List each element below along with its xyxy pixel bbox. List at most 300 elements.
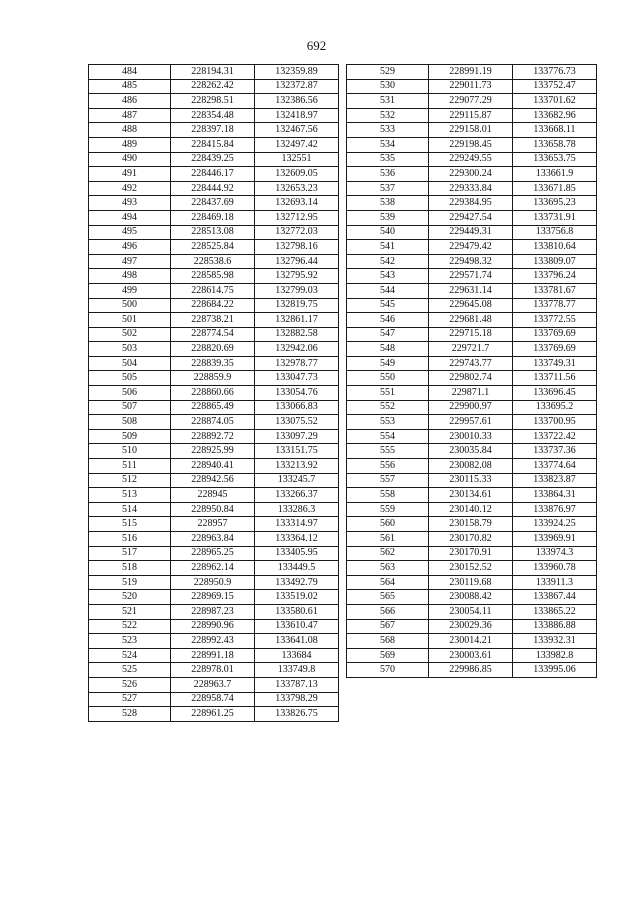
point-number-cell: 514 [89, 502, 171, 517]
x-coordinate-cell: 229077.29 [429, 94, 513, 109]
point-number-cell: 518 [89, 561, 171, 576]
point-number-cell: 561 [347, 532, 429, 547]
y-coordinate-cell: 133752.47 [513, 79, 597, 94]
y-coordinate-cell: 132693.14 [255, 196, 339, 211]
table-row [347, 400, 597, 415]
point-number-cell: 507 [89, 400, 171, 415]
table-row [347, 604, 597, 619]
table-row [89, 648, 339, 663]
x-coordinate-cell: 230119.68 [429, 575, 513, 590]
y-coordinate-cell: 133075.52 [255, 415, 339, 430]
page-number: 692 [306, 38, 327, 53]
table-row [347, 415, 597, 430]
y-coordinate-cell: 133213.92 [255, 459, 339, 474]
y-coordinate-cell: 133722.42 [513, 429, 597, 444]
point-number-cell: 559 [347, 502, 429, 517]
y-coordinate-cell: 133731.91 [513, 210, 597, 225]
x-coordinate-cell: 230134.61 [429, 488, 513, 503]
y-coordinate-cell: 133876.97 [513, 502, 597, 517]
y-coordinate-cell: 133580.61 [255, 604, 339, 619]
x-coordinate-cell: 229871.1 [429, 386, 513, 401]
point-number-cell: 566 [347, 604, 429, 619]
point-number-cell: 492 [89, 181, 171, 196]
y-coordinate-cell: 133449.5 [255, 561, 339, 576]
y-coordinate-cell: 133769.69 [513, 327, 597, 342]
x-coordinate-cell: 228262.42 [171, 79, 255, 94]
x-coordinate-cell: 228859.9 [171, 371, 255, 386]
y-coordinate-cell: 133658.78 [513, 137, 597, 152]
y-coordinate-cell: 133787.13 [255, 677, 339, 692]
point-number-cell: 567 [347, 619, 429, 634]
x-coordinate-cell: 228969.15 [171, 590, 255, 605]
point-number-cell: 542 [347, 254, 429, 269]
y-coordinate-cell: 133641.08 [255, 634, 339, 649]
table-row [347, 327, 597, 342]
y-coordinate-cell: 133711.56 [513, 371, 597, 386]
y-coordinate-cell: 133405.95 [255, 546, 339, 561]
y-coordinate-cell: 133749.31 [513, 356, 597, 371]
x-coordinate-cell: 228958.74 [171, 692, 255, 707]
y-coordinate-cell: 132882.58 [255, 327, 339, 342]
point-number-cell: 506 [89, 386, 171, 401]
point-number-cell: 498 [89, 269, 171, 284]
point-number-cell: 549 [347, 356, 429, 371]
x-coordinate-cell: 228963.84 [171, 532, 255, 547]
point-number-cell: 552 [347, 400, 429, 415]
y-coordinate-cell: 133047.73 [255, 371, 339, 386]
y-coordinate-cell: 132386.56 [255, 94, 339, 109]
point-number-cell: 535 [347, 152, 429, 167]
table-row [89, 94, 339, 109]
x-coordinate-cell: 229986.85 [429, 663, 513, 678]
y-coordinate-cell: 132942.06 [255, 342, 339, 357]
point-number-cell: 533 [347, 123, 429, 138]
point-number-cell: 490 [89, 152, 171, 167]
point-number-cell: 547 [347, 327, 429, 342]
point-number-cell: 500 [89, 298, 171, 313]
point-number-cell: 532 [347, 108, 429, 123]
x-coordinate-cell: 228397.18 [171, 123, 255, 138]
table-row [347, 590, 597, 605]
table-row [347, 473, 597, 488]
x-coordinate-cell: 230170.82 [429, 532, 513, 547]
y-coordinate-cell: 133982.8 [513, 648, 597, 663]
table-row [347, 459, 597, 474]
x-coordinate-cell: 228525.84 [171, 240, 255, 255]
point-number-cell: 486 [89, 94, 171, 109]
x-coordinate-cell: 228865.49 [171, 400, 255, 415]
x-coordinate-cell: 228513.08 [171, 225, 255, 240]
y-coordinate-cell: 133974.3 [513, 546, 597, 561]
point-number-cell: 496 [89, 240, 171, 255]
table-row [347, 137, 597, 152]
point-number-cell: 543 [347, 269, 429, 284]
y-coordinate-cell: 133823.87 [513, 473, 597, 488]
point-number-cell: 519 [89, 575, 171, 590]
table-row [89, 386, 339, 401]
y-coordinate-cell: 133671.85 [513, 181, 597, 196]
point-number-cell: 565 [347, 590, 429, 605]
point-number-cell: 527 [89, 692, 171, 707]
table-row [347, 79, 597, 94]
x-coordinate-cell: 228415.84 [171, 137, 255, 152]
point-number-cell: 522 [89, 619, 171, 634]
table-row [89, 488, 339, 503]
point-number-cell: 489 [89, 137, 171, 152]
point-number-cell: 516 [89, 532, 171, 547]
point-number-cell: 546 [347, 313, 429, 328]
point-number-cell: 504 [89, 356, 171, 371]
x-coordinate-cell: 228990.96 [171, 619, 255, 634]
point-number-cell: 509 [89, 429, 171, 444]
y-coordinate-cell: 132978.77 [255, 356, 339, 371]
x-coordinate-cell: 229158.01 [429, 123, 513, 138]
y-coordinate-cell: 133911.3 [513, 575, 597, 590]
table-row [89, 459, 339, 474]
point-number-cell: 488 [89, 123, 171, 138]
point-number-cell: 531 [347, 94, 429, 109]
x-coordinate-cell: 229715.18 [429, 327, 513, 342]
y-coordinate-cell: 133700.95 [513, 415, 597, 430]
table-row [89, 400, 339, 415]
table-row [347, 502, 597, 517]
table-row [347, 429, 597, 444]
y-coordinate-cell: 133781.67 [513, 283, 597, 298]
table-row [347, 210, 597, 225]
y-coordinate-cell: 133737.36 [513, 444, 597, 459]
point-number-cell: 491 [89, 167, 171, 182]
y-coordinate-cell: 133364.12 [255, 532, 339, 547]
point-number-cell: 570 [347, 663, 429, 678]
x-coordinate-cell: 230115.33 [429, 473, 513, 488]
x-coordinate-cell: 228298.51 [171, 94, 255, 109]
table-row [347, 254, 597, 269]
x-coordinate-cell: 228446.17 [171, 167, 255, 182]
point-number-cell: 508 [89, 415, 171, 430]
y-coordinate-cell: 133695.23 [513, 196, 597, 211]
y-coordinate-cell: 133151.75 [255, 444, 339, 459]
point-number-cell: 503 [89, 342, 171, 357]
point-number-cell: 502 [89, 327, 171, 342]
x-coordinate-cell: 229427.54 [429, 210, 513, 225]
table-row [89, 429, 339, 444]
x-coordinate-cell: 228860.66 [171, 386, 255, 401]
point-number-cell: 520 [89, 590, 171, 605]
table-row [347, 298, 597, 313]
y-coordinate-cell: 132467.56 [255, 123, 339, 138]
table-row [347, 342, 597, 357]
y-coordinate-cell: 132772.03 [255, 225, 339, 240]
y-coordinate-cell: 133695.2 [513, 400, 597, 415]
table-row [89, 269, 339, 284]
point-number-cell: 494 [89, 210, 171, 225]
table-row [347, 532, 597, 547]
table-row [89, 532, 339, 547]
y-coordinate-cell: 133864.31 [513, 488, 597, 503]
table-row [347, 356, 597, 371]
x-coordinate-cell: 229300.24 [429, 167, 513, 182]
point-number-cell: 512 [89, 473, 171, 488]
x-coordinate-cell: 230152.52 [429, 561, 513, 576]
table-row [89, 561, 339, 576]
table-row [89, 634, 339, 649]
x-coordinate-cell: 229721.7 [429, 342, 513, 357]
y-coordinate-cell: 133684 [255, 648, 339, 663]
y-coordinate-cell: 132819.75 [255, 298, 339, 313]
y-coordinate-cell: 133826.75 [255, 707, 339, 722]
y-coordinate-cell: 133796.24 [513, 269, 597, 284]
table-row [89, 65, 339, 80]
y-coordinate-cell: 133314.97 [255, 517, 339, 532]
table-row [347, 181, 597, 196]
x-coordinate-cell: 228950.84 [171, 502, 255, 517]
y-coordinate-cell: 132359.89 [255, 65, 339, 80]
y-coordinate-cell: 132497.42 [255, 137, 339, 152]
point-number-cell: 524 [89, 648, 171, 663]
x-coordinate-cell: 230035.84 [429, 444, 513, 459]
point-number-cell: 523 [89, 634, 171, 649]
table-row [89, 575, 339, 590]
y-coordinate-cell: 133682.96 [513, 108, 597, 123]
point-number-cell: 551 [347, 386, 429, 401]
point-number-cell: 562 [347, 546, 429, 561]
point-number-cell: 505 [89, 371, 171, 386]
table-row [89, 707, 339, 722]
y-coordinate-cell: 133696.45 [513, 386, 597, 401]
table-row [89, 254, 339, 269]
x-coordinate-cell: 228194.31 [171, 65, 255, 80]
x-coordinate-cell: 228963.7 [171, 677, 255, 692]
y-coordinate-cell: 133756.8 [513, 225, 597, 240]
x-coordinate-cell: 229900.97 [429, 400, 513, 415]
point-number-cell: 501 [89, 313, 171, 328]
x-coordinate-cell: 229449.31 [429, 225, 513, 240]
point-number-cell: 537 [347, 181, 429, 196]
x-coordinate-cell: 229384.95 [429, 196, 513, 211]
point-number-cell: 525 [89, 663, 171, 678]
x-coordinate-cell: 228991.18 [171, 648, 255, 663]
y-coordinate-cell: 133749.8 [255, 663, 339, 678]
point-number-cell: 558 [347, 488, 429, 503]
y-coordinate-cell: 133865.22 [513, 604, 597, 619]
x-coordinate-cell: 229957.61 [429, 415, 513, 430]
y-coordinate-cell: 132653.23 [255, 181, 339, 196]
y-coordinate-cell: 133798.29 [255, 692, 339, 707]
table-row [89, 590, 339, 605]
x-coordinate-cell: 228940.41 [171, 459, 255, 474]
table-row [347, 240, 597, 255]
table-row [347, 517, 597, 532]
table-row [89, 327, 339, 342]
point-number-cell: 528 [89, 707, 171, 722]
table-row [347, 94, 597, 109]
x-coordinate-cell: 228992.43 [171, 634, 255, 649]
y-coordinate-cell: 133097.29 [255, 429, 339, 444]
y-coordinate-cell: 133774.64 [513, 459, 597, 474]
y-coordinate-cell: 132799.03 [255, 283, 339, 298]
table-row [89, 196, 339, 211]
x-coordinate-cell: 228684.22 [171, 298, 255, 313]
point-number-cell: 493 [89, 196, 171, 211]
table-row [89, 181, 339, 196]
table-row [89, 663, 339, 678]
point-number-cell: 568 [347, 634, 429, 649]
table-row [89, 342, 339, 357]
point-number-cell: 497 [89, 254, 171, 269]
x-coordinate-cell: 230029.36 [429, 619, 513, 634]
y-coordinate-cell: 133245.7 [255, 473, 339, 488]
table-row [89, 167, 339, 182]
x-coordinate-cell: 228991.19 [429, 65, 513, 80]
x-coordinate-cell: 230088.42 [429, 590, 513, 605]
table-row [89, 502, 339, 517]
point-number-cell: 517 [89, 546, 171, 561]
x-coordinate-cell: 229631.14 [429, 283, 513, 298]
table-body-right [347, 65, 597, 678]
point-number-cell: 530 [347, 79, 429, 94]
y-coordinate-cell: 132712.95 [255, 210, 339, 225]
x-coordinate-cell: 230014.21 [429, 634, 513, 649]
x-coordinate-cell: 228538.6 [171, 254, 255, 269]
y-coordinate-cell: 133969.91 [513, 532, 597, 547]
x-coordinate-cell: 228962.14 [171, 561, 255, 576]
y-coordinate-cell: 133668.11 [513, 123, 597, 138]
y-coordinate-cell: 133924.25 [513, 517, 597, 532]
point-number-cell: 545 [347, 298, 429, 313]
y-coordinate-cell: 133960.78 [513, 561, 597, 576]
table-row [347, 386, 597, 401]
x-coordinate-cell: 228774.54 [171, 327, 255, 342]
point-number-cell: 555 [347, 444, 429, 459]
table-row [89, 371, 339, 386]
table-row [347, 663, 597, 678]
y-coordinate-cell: 133886.88 [513, 619, 597, 634]
table-row [347, 123, 597, 138]
table-row [347, 225, 597, 240]
x-coordinate-cell: 228892.72 [171, 429, 255, 444]
x-coordinate-cell: 228820.69 [171, 342, 255, 357]
table-row [89, 473, 339, 488]
point-number-cell: 511 [89, 459, 171, 474]
x-coordinate-cell: 230010.33 [429, 429, 513, 444]
y-coordinate-cell: 132609.05 [255, 167, 339, 182]
y-coordinate-cell: 133266.37 [255, 488, 339, 503]
y-coordinate-cell: 133701.62 [513, 94, 597, 109]
table-row [89, 692, 339, 707]
y-coordinate-cell: 133932.31 [513, 634, 597, 649]
table-row [347, 371, 597, 386]
y-coordinate-cell: 132418.97 [255, 108, 339, 123]
point-number-cell: 564 [347, 575, 429, 590]
y-coordinate-cell: 133519.02 [255, 590, 339, 605]
table-row [347, 167, 597, 182]
x-coordinate-cell: 228437.69 [171, 196, 255, 211]
x-coordinate-cell: 229681.48 [429, 313, 513, 328]
point-number-cell: 563 [347, 561, 429, 576]
x-coordinate-cell: 228945 [171, 488, 255, 503]
table-row [347, 561, 597, 576]
point-number-cell: 495 [89, 225, 171, 240]
y-coordinate-cell: 133867.44 [513, 590, 597, 605]
x-coordinate-cell: 228950.9 [171, 575, 255, 590]
point-number-cell: 544 [347, 283, 429, 298]
point-number-cell: 534 [347, 137, 429, 152]
x-coordinate-cell: 228738.21 [171, 313, 255, 328]
table-row [347, 634, 597, 649]
x-coordinate-cell: 228585.98 [171, 269, 255, 284]
table-row [347, 619, 597, 634]
x-coordinate-cell: 228978.01 [171, 663, 255, 678]
table-row [89, 677, 339, 692]
point-number-cell: 538 [347, 196, 429, 211]
x-coordinate-cell: 228354.48 [171, 108, 255, 123]
y-coordinate-cell: 132372.87 [255, 79, 339, 94]
point-number-cell: 553 [347, 415, 429, 430]
table-row [347, 444, 597, 459]
point-number-cell: 569 [347, 648, 429, 663]
point-number-cell: 521 [89, 604, 171, 619]
y-coordinate-cell: 132798.16 [255, 240, 339, 255]
point-number-cell: 556 [347, 459, 429, 474]
x-coordinate-cell: 228987.23 [171, 604, 255, 619]
point-number-cell: 539 [347, 210, 429, 225]
x-coordinate-cell: 228439.25 [171, 152, 255, 167]
table-row [89, 152, 339, 167]
x-coordinate-cell: 228942.56 [171, 473, 255, 488]
point-number-cell: 510 [89, 444, 171, 459]
table-row [89, 108, 339, 123]
point-number-cell: 499 [89, 283, 171, 298]
x-coordinate-cell: 229333.84 [429, 181, 513, 196]
point-number-cell: 513 [89, 488, 171, 503]
point-number-cell: 487 [89, 108, 171, 123]
y-coordinate-cell: 133810.64 [513, 240, 597, 255]
x-coordinate-cell: 228961.25 [171, 707, 255, 722]
y-coordinate-cell: 133054.76 [255, 386, 339, 401]
point-number-cell: 484 [89, 65, 171, 80]
y-coordinate-cell: 132861.17 [255, 313, 339, 328]
table-row [89, 415, 339, 430]
x-coordinate-cell: 229571.74 [429, 269, 513, 284]
point-number-cell: 557 [347, 473, 429, 488]
point-number-cell: 485 [89, 79, 171, 94]
table-body-left [89, 65, 339, 722]
table-row [89, 79, 339, 94]
table-row [89, 444, 339, 459]
table-row [89, 283, 339, 298]
y-coordinate-cell: 133809.07 [513, 254, 597, 269]
table-row [89, 298, 339, 313]
x-coordinate-cell: 228965.25 [171, 546, 255, 561]
point-number-cell: 536 [347, 167, 429, 182]
coordinates-table-right [346, 64, 597, 678]
table-row [89, 604, 339, 619]
x-coordinate-cell: 228469.18 [171, 210, 255, 225]
y-coordinate-cell: 133995.06 [513, 663, 597, 678]
table-row [347, 546, 597, 561]
y-coordinate-cell: 133778.77 [513, 298, 597, 313]
x-coordinate-cell: 229498.32 [429, 254, 513, 269]
table-row [89, 123, 339, 138]
x-coordinate-cell: 229249.55 [429, 152, 513, 167]
y-coordinate-cell: 132795.92 [255, 269, 339, 284]
point-number-cell: 554 [347, 429, 429, 444]
table-row [347, 108, 597, 123]
table-row [347, 283, 597, 298]
point-number-cell: 548 [347, 342, 429, 357]
x-coordinate-cell: 230170.91 [429, 546, 513, 561]
point-number-cell: 560 [347, 517, 429, 532]
